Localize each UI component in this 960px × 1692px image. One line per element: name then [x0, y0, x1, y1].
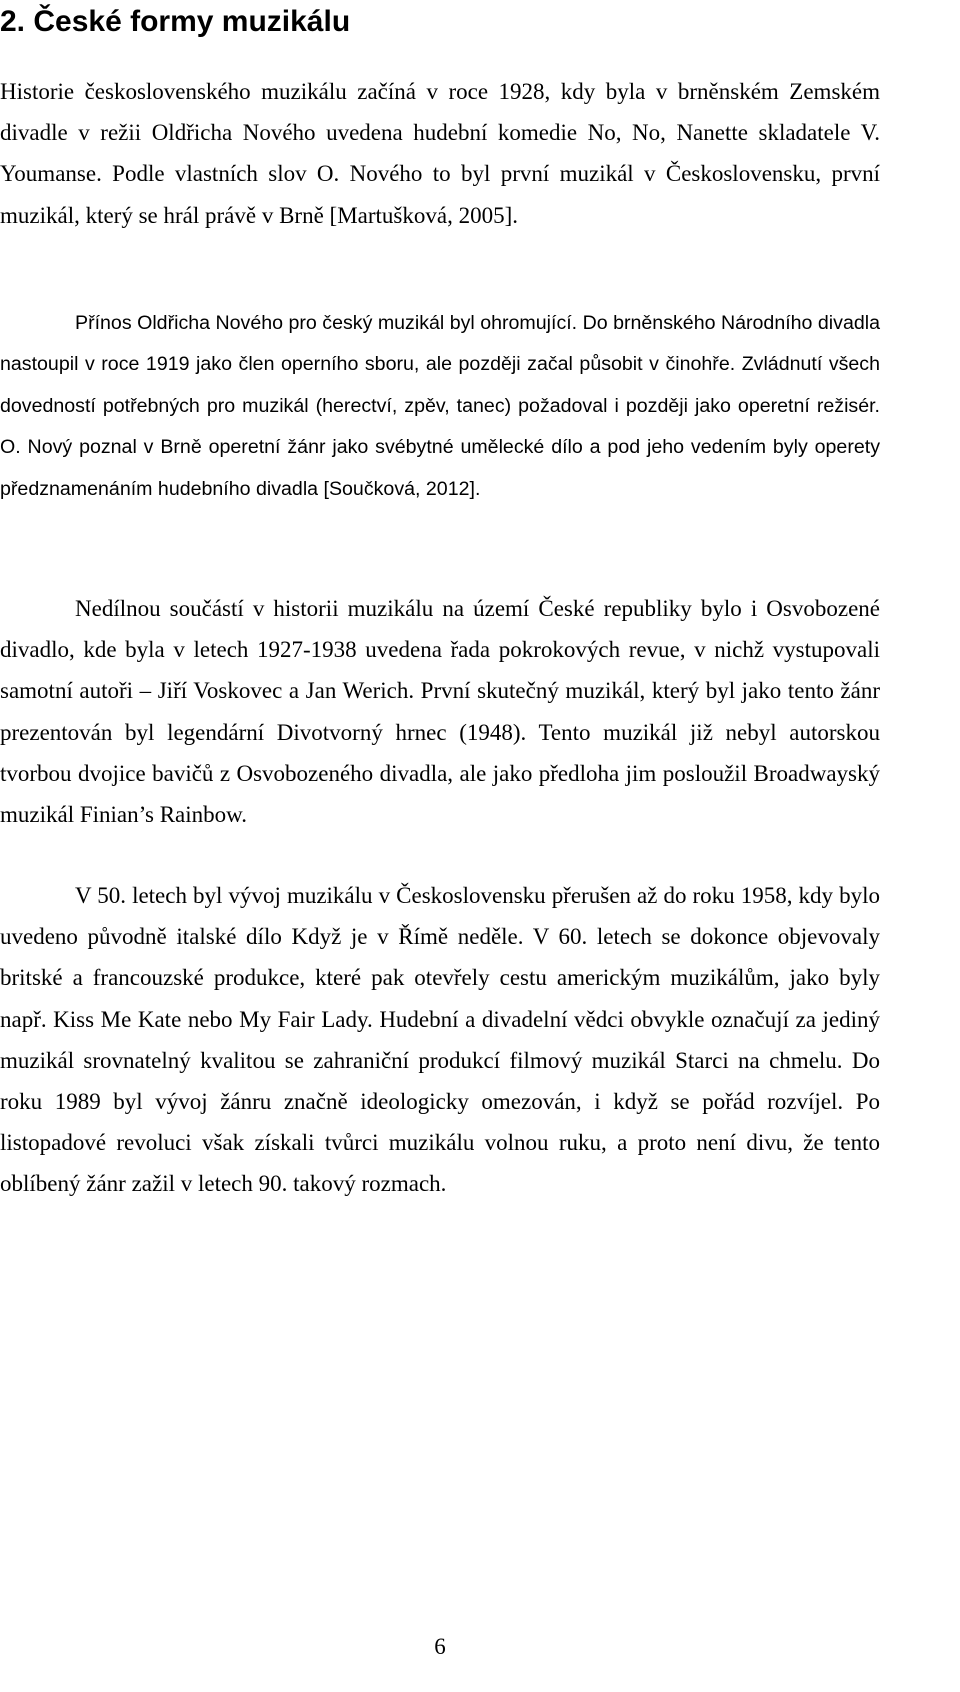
paragraph-fifties-onward: V 50. letech byl vývoj muzikálu v Československu přerušen až do roku 1958, kdy bylo uvedeno původně italské dílo Když je v Římě neděle. V 60. letech se dokonce objevovaly britské a francouzské produkce, které pak otevřely cestu americkým muzikálům, jako byly např. Kiss Me Kate nebo My Fair Lady. Hudební a divadelní vědci obvykle označují za jediný muzikál srovnatelný kvalitou se zahraniční produkcí filmový muzikál Starci na chmelu. Do roku 1989 byl vývoj žánru značně ideologicky omezován, i když se pořád rozvíjel. Po listopadové revoluci však získali tvůrci muzikálu volnou ruku, a proto není divu, že tento oblíbený žánr zažil v letech 90. takový rozmach. — [0, 883, 880, 1197]
paragraph-history-intro: Historie československého muzikálu začíná v roce 1928, kdy byla v brněnském Zemském divadle v režii Oldřicha Nového uvedena hudební komedie No, No, Nanette skladatele V. Youmanse. Podle vlastních slov O. Nového to byl první muzikál v Československu, první muzikál, který se hrál právě v Brně [Martušková, 2005]. — [0, 79, 880, 228]
paragraph-oldrich-novy: Přínos Oldřicha Nového pro český muzikál byl ohromující. Do brněnského Národního divadla nastoupil v roce 1919 jako člen operního sboru, ale později začal působit v činohře. Zvládnutí všech dovedností potřebných pro muzikál (herectví, zpěv, tanec) požadoval i později jako operetní režisér. O. Nový poznal v Brně operetní žánr jako svébytné umělecké dílo a pod jeho vedením byly operety předznamenáním hudebního divadla [Součková, 2012]. — [0, 312, 880, 500]
paragraph-osvobozene-divadlo: Nedílnou součástí v historii muzikálu na území České republiky bylo i Osvobozené divadlo, kde byla v letech 1927-1938 uvedena řada pokrokových revue, v nichž vystupovali samotní autoři – Jiří Voskovec a Jan Werich. První skutečný muzikál, který byl jako tento žánr prezentován byl legendární Divotvorný hrnec (1948). Tento muzikál již nebyl autorskou tvorbou dvojice bavičů z Osvobozeného divadla, ale jako předloha jim posloužil Broadwayský muzikál Finian’s Rainbow. — [0, 596, 880, 828]
page-number: 6 — [434, 1634, 446, 1659]
section-heading: 2. České formy muzikálu — [0, 5, 351, 38]
